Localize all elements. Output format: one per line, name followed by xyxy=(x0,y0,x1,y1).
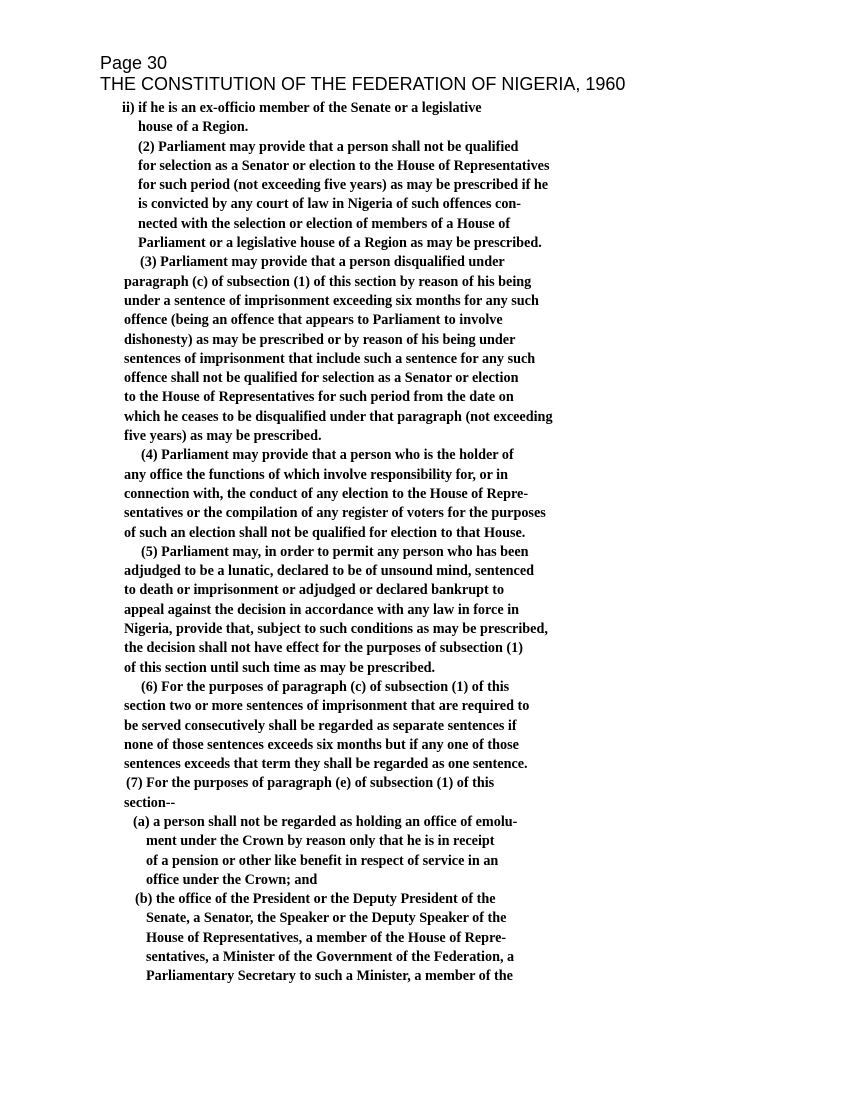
text-line: ii) if he is an ex-officio member of the Senate or a legislative xyxy=(122,100,482,116)
page-number: Page 30 xyxy=(100,53,168,73)
text-line: (7) For the purposes of paragraph (e) of subsection (1) of this xyxy=(126,775,495,792)
text-line: sentences exceeds that term they shall be regarded as one sentence. xyxy=(124,756,528,773)
text-line: to the House of Representatives for such period from the date on xyxy=(124,389,514,406)
text-line: Senate, a Senator, the Speaker or the Deputy Speaker of the xyxy=(146,910,507,927)
text-line: which he ceases to be disqualified under that paragraph (not exceeding xyxy=(124,408,553,425)
text-line: to death or imprisonment or adjudged or declared bankrupt to xyxy=(124,582,505,599)
document-title: THE CONSTITUTION OF THE FEDERATION OF NIGERIA, 1960 xyxy=(100,74,626,94)
text-line: House of Representatives, a member of the House of Repre- xyxy=(146,929,507,946)
text-line: adjudged to be a lunatic, declared to be of unsound mind, sentenced xyxy=(124,563,535,580)
text-line: of this section until such time as may be prescribed. xyxy=(124,659,436,676)
text-line: (5) Parliament may, in order to permit any person who has been xyxy=(141,543,529,560)
document-body xyxy=(0,99,851,987)
text-line: of a pension or other like benefit in respect of service in an xyxy=(146,852,499,869)
text-line: sentatives or the compilation of any register of voters for the purposes xyxy=(124,505,546,522)
text-line: sentatives, a Minister of the Government of the Federation, a xyxy=(146,949,515,966)
text-line: Nigeria, provide that, subject to such conditions as may be prescribed, xyxy=(124,621,548,638)
text-line: be served consecutively shall be regarded as separate sentences if xyxy=(124,717,517,734)
text-line: for selection as a Senator or election to the House of Representatives xyxy=(138,157,550,174)
text-line: is convicted by any court of law in Nigeria of such offences con- xyxy=(138,196,522,213)
text-line: any office the functions of which involve responsibility for, or in xyxy=(124,466,509,483)
text-line: (3) Parliament may provide that a person disqualified under xyxy=(140,254,505,271)
text-line: none of those sentences exceeds six months but if any one of those xyxy=(124,736,519,753)
text-line: for such period (not exceeding five years) as may be prescribed if he xyxy=(138,177,549,194)
text-line: five years) as may be prescribed. xyxy=(124,428,322,445)
text-line: Parliamentary Secretary to such a Minister, a member of the xyxy=(146,968,513,985)
text-line: nected with the selection or election of members of a House of xyxy=(138,215,511,232)
text-line: the decision shall not have effect for the purposes of subsection (1) xyxy=(124,640,523,657)
text-line: (4) Parliament may provide that a person who is the holder of xyxy=(141,447,514,464)
text-line: connection with, the conduct of any election to the House of Repre- xyxy=(124,485,529,502)
text-line: of such an election shall not be qualified for election to that House. xyxy=(124,524,526,541)
text-line: dishonesty) as may be prescribed or by reason of his being under xyxy=(124,331,516,348)
text-line: offence (being an offence that appears to Parliament to involve xyxy=(124,312,503,329)
text-line: house of a Region. xyxy=(138,119,249,136)
text-line: under a sentence of imprisonment exceeding six months for any such xyxy=(124,292,539,309)
text-line: Parliament or a legislative house of a Region as may be prescribed. xyxy=(138,235,542,252)
text-line: (b) the office of the President or the Deputy President of the xyxy=(135,891,496,908)
text-line: (6) For the purposes of paragraph (c) of subsection (1) of this xyxy=(141,678,510,695)
text-line: paragraph (c) of subsection (1) of this section by reason of his being xyxy=(124,273,532,290)
text-line: section-- xyxy=(124,794,176,811)
text-line: office under the Crown; and xyxy=(146,871,318,888)
text-line: section two or more sentences of imprisonment that are required to xyxy=(124,698,530,715)
text-line: sentences of imprisonment that include such a sentence for any such xyxy=(124,350,536,367)
text-line: offence shall not be qualified for selection as a Senator or election xyxy=(124,370,519,387)
text-line: (2) Parliament may provide that a person shall not be qualified xyxy=(138,138,519,155)
text-line: (a) a person shall not be regarded as holding an office of emolu- xyxy=(133,813,518,830)
text-line: ment under the Crown by reason only that he is in receipt xyxy=(146,833,495,850)
text-line: appeal against the decision in accordance with any law in force in xyxy=(124,601,520,618)
